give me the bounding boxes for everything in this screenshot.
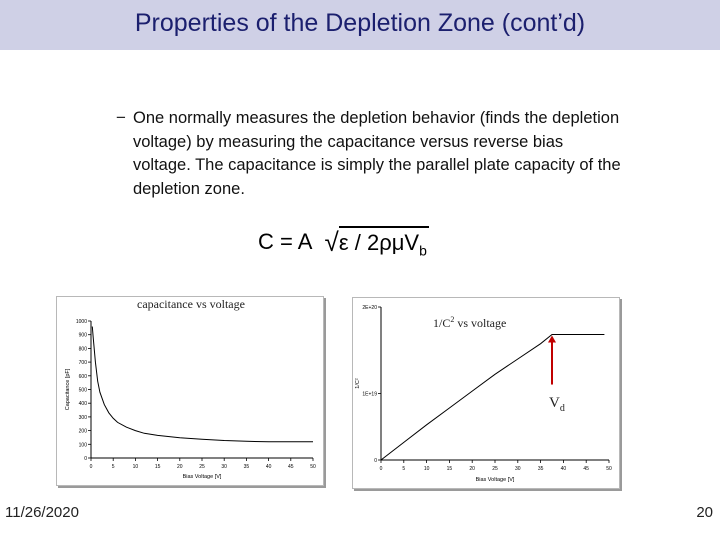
slide-title: Properties of the Depletion Zone (cont’d) [134,9,586,37]
x-tick-label: 50 [606,466,612,472]
x-tick-label: 5 [111,464,115,470]
footer-date: 11/26/2020 [5,504,79,521]
formula-radicand [339,226,429,258]
y-tick-label: 300 [78,414,87,421]
capacitance-chart-caption: capacitance vs voltage [137,297,245,311]
y-tick-label: 1000 [75,319,87,325]
bullet-text: One normally measures the depletion behavior (finds the depletion voltage) by measuring the capacitance versus reverse bias voltage. The capacitance is simply the parallel plate capacity of the depletion zone. [133,109,621,198]
x-axis-title: Bias Voltage [V] [182,474,222,480]
x-tick-label: 0 [89,464,93,470]
x-tick-label: 20 [469,466,475,472]
x-tick-label: 20 [177,464,183,470]
capacitance-series-line [92,327,313,442]
caption-rest: vs voltage [454,316,507,330]
x-tick-label: 45 [288,464,294,470]
x-tick-label: 35 [537,466,544,472]
capacitance-chart-svg [57,297,323,485]
x-tick-label: 25 [199,464,205,470]
capacitance-chart [56,296,324,486]
y-tick-label: 500 [78,387,87,394]
x-tick-label: 30 [515,466,521,472]
y-tick-label: 400 [78,401,87,408]
y-tick-label: 2E+20 [362,305,377,311]
caption-sup: 2 [450,315,455,324]
y-tick-label: 0 [374,458,377,464]
x-tick-label: 30 [221,464,227,470]
depletion-voltage-label [549,395,565,414]
capacitance-formula [258,226,429,258]
x-tick-label: 0 [379,466,383,472]
y-axis-title: Capacitance [pF] [65,368,71,411]
x-tick-label: 5 [402,466,406,472]
y-tick-label: 800 [78,346,87,353]
x-tick-label: 10 [423,466,430,472]
y-tick-label: 700 [78,360,87,367]
y-axis-title: 1/C² [355,378,361,389]
bullet-marker: − [116,108,126,127]
x-tick-label: 40 [560,466,567,472]
y-tick-label: 100 [78,442,87,449]
x-tick-label: 45 [583,466,589,472]
x-axis-title: Bias Voltage [V] [475,477,515,483]
vd-sub: d [559,403,565,414]
inverse-c2-series-line [381,335,604,461]
x-tick-label: 15 [154,464,161,470]
formula-subscript: b [419,242,427,259]
y-tick-label: 200 [78,428,87,435]
y-tick-label: 900 [78,332,87,339]
inverse-c2-chart-caption [433,315,506,331]
x-tick-label: 50 [310,464,316,470]
x-tick-label: 35 [243,464,250,470]
x-tick-label: 25 [492,466,498,472]
x-tick-label: 40 [265,464,272,470]
y-tick-label: 1E+19 [362,391,377,398]
vd-main: V [549,395,560,411]
y-tick-label: 0 [84,456,87,462]
y-tick-label: 600 [78,373,87,380]
x-tick-label: 10 [132,464,139,470]
page-number: 20 [696,504,713,521]
formula-lhs: C = A [258,229,313,255]
caption-main: 1/C [433,316,451,330]
x-tick-label: 15 [446,466,453,472]
radical-sign: √ [324,226,339,257]
formula-body: ε / 2ρμV [338,230,420,255]
